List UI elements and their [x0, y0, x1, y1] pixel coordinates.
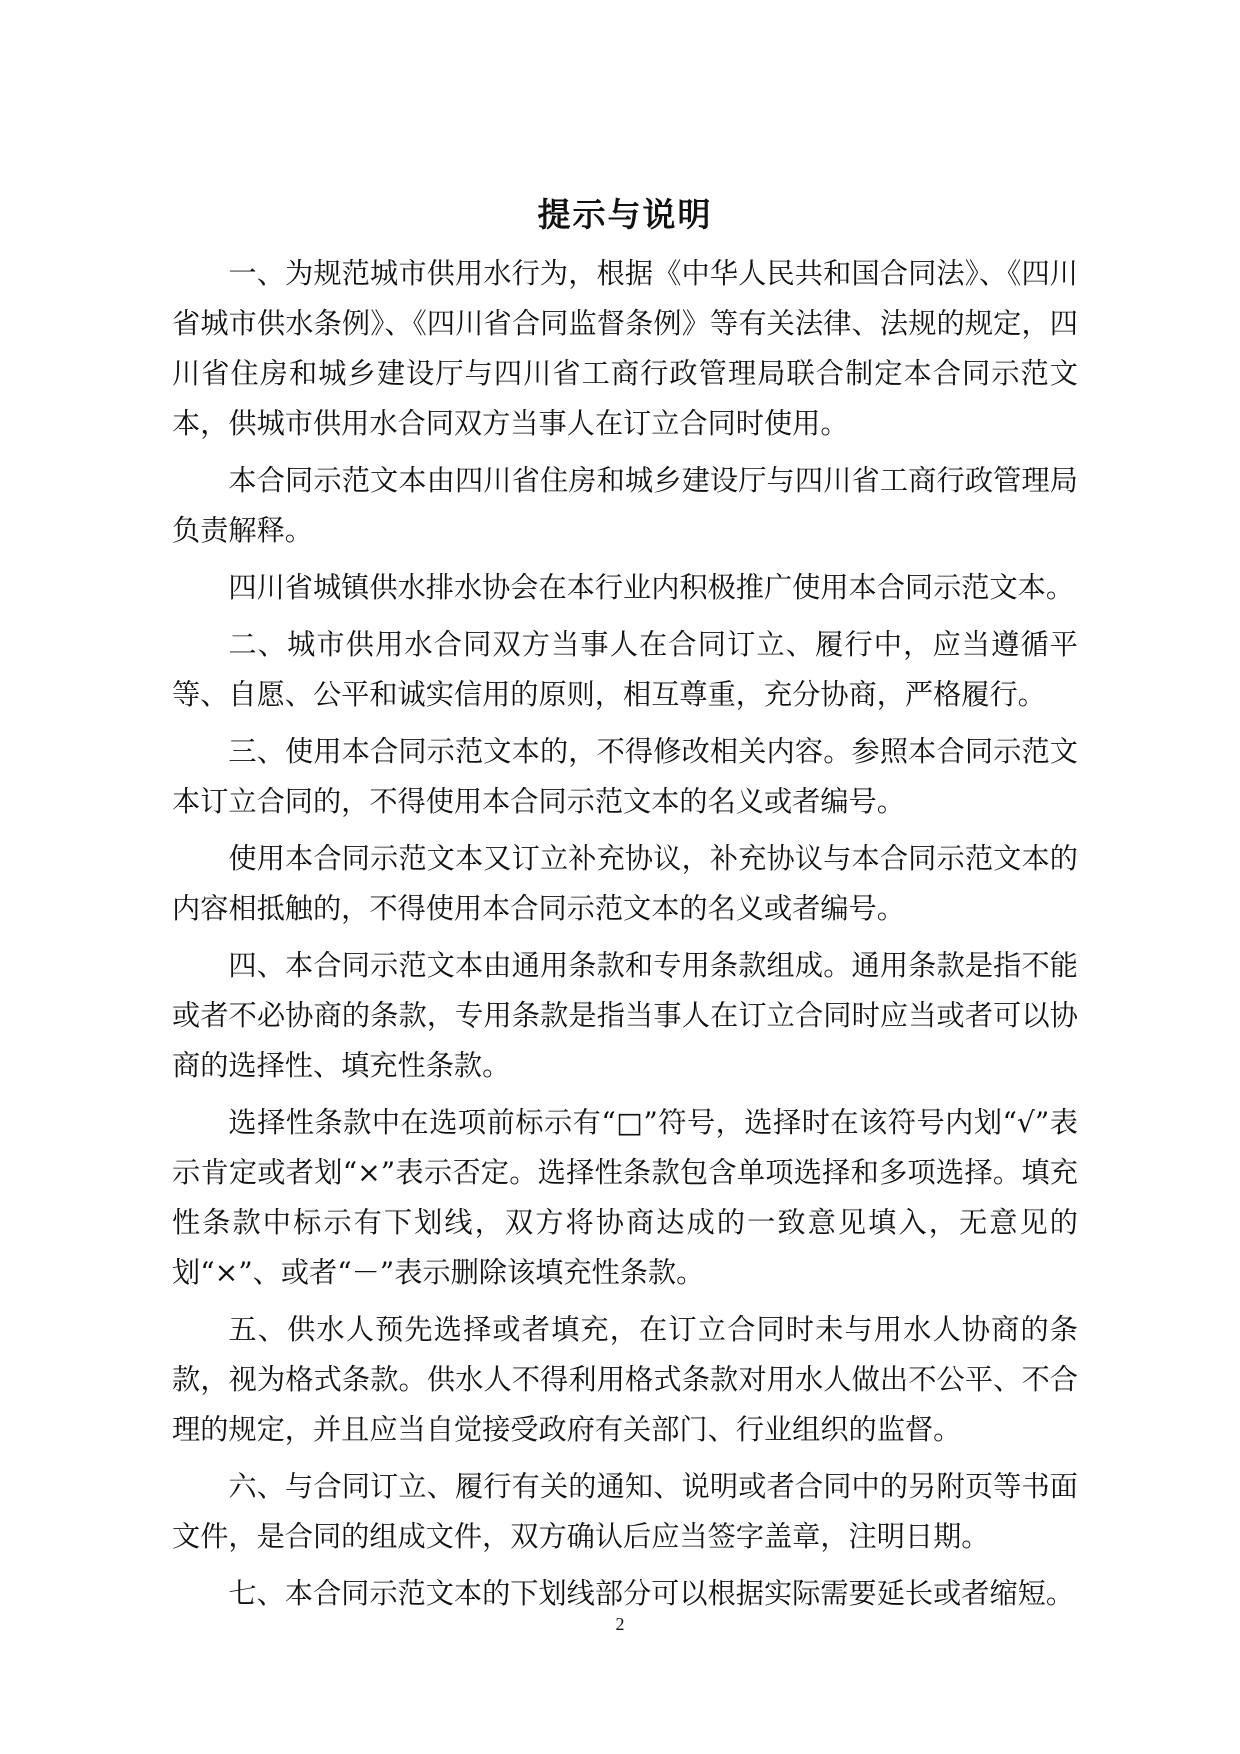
paragraph-11: 七、本合同示范文本的下划线部分可以根据实际需要延长或者缩短。: [228, 1577, 1075, 1610]
document-body: [172, 190, 1078, 1626]
page-number: 2: [615, 1614, 625, 1634]
paragraph-3: 四川省城镇供水排水协会在本行业内积极推广使用本合同示范文本。: [228, 571, 1075, 604]
paragraph-7: 四、本合同示范文本由通用条款和专用条款组成。通用条款是指不能或者不必协商的条款，专用条款是指当事人在订立合同时应当或者可以协商的选择性、填充性条款。: [172, 949, 1078, 1082]
paragraph-10: 六、与合同订立、履行有关的通知、说明或者合同中的另附页等书面文件，是合同的组成文件，双方确认后应当签字盖章，注明日期。: [172, 1470, 1078, 1553]
paragraph-9: 五、供水人预先选择或者填充，在订立合同时未与用水人协商的条款，视为格式条款。供水人不得利用格式条款对用水人做出不公平、不合理的规定，并且应当自觉接受政府有关部门、行业组织的监督。: [172, 1313, 1078, 1446]
paragraph-8: 选择性条款中在选项前标示有“□”符号，选择时在该符号内划“√”表示肯定或者划“×”表示否定。选择性条款包含单项选择和多项选择。填充性条款中标示有下划线，双方将协商达成的一致意见填入，无意见的划“×”、或者“－”表示删除该填充性条款。: [172, 1106, 1078, 1289]
paragraph-4: 二、城市供用水合同双方当事人在合同订立、履行中，应当遵循平等、自愿、公平和诚实信用的原则，相互尊重，充分协商，严格履行。: [172, 628, 1078, 711]
paragraph-5: 三、使用本合同示范文本的，不得修改相关内容。参照本合同示范文本订立合同的，不得使用本合同示范文本的名义或者编号。: [172, 735, 1078, 818]
paragraph-6: 使用本合同示范文本又订立补充协议，补充协议与本合同示范文本的内容相抵触的，不得使用本合同示范文本的名义或者编号。: [172, 842, 1078, 925]
paragraph-2: 本合同示范文本由四川省住房和城乡建设厅与四川省工商行政管理局负责解释。: [172, 464, 1078, 547]
page-title: 提示与说明: [537, 195, 713, 234]
paragraph-1: 一、为规范城市供用水行为，根据《中华人民共和国合同法》、《四川省城市供水条例》、《四川省合同监督条例》等有关法律、法规的规定，四川省住房和城乡建设厅与四川省工商行政管理局联合制定本合同示范文本，供城市供用水合同双方当事人在订立合同时使用。: [172, 257, 1078, 440]
